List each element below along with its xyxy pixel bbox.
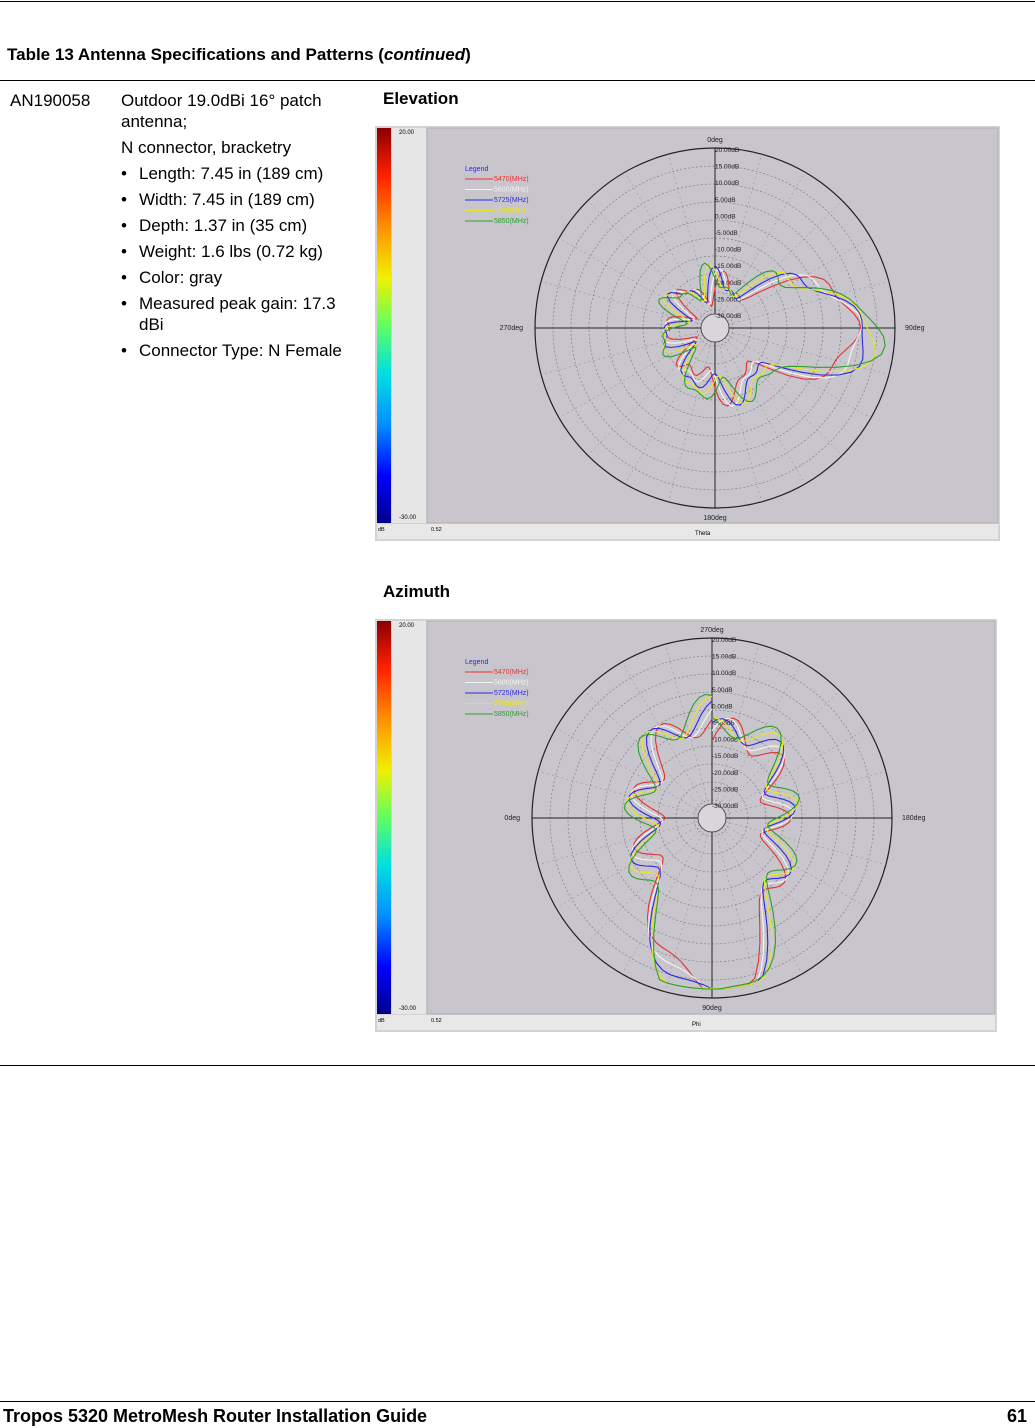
status-strip: [377, 524, 998, 539]
ring-db-label: -5.00dB: [712, 720, 735, 727]
scale-panel: [392, 128, 426, 523]
ring-db-label: 10.00dB: [712, 670, 737, 678]
legend-entry: 5850(MHz): [494, 218, 529, 225]
spec-item: • Connector Type: N Female: [121, 341, 342, 360]
caption-continued: continued: [383, 45, 466, 64]
scale-top-label: 20.00: [399, 130, 415, 136]
ring-db-label: -10.00dB: [712, 736, 739, 744]
page-number: 61: [1006, 1406, 1027, 1426]
ring-db-label: -15.00dB: [715, 263, 742, 271]
spec-item: • Measured peak gain: 17.3 dBi: [121, 294, 336, 334]
status-strip: [377, 1015, 995, 1030]
angle-label-left: 270deg: [499, 325, 523, 332]
scale-top-label: 20.00: [399, 623, 415, 629]
axis-name-label: Phi: [692, 1022, 701, 1028]
ring-db-label: -10.00dB: [715, 246, 742, 254]
elevation-plot: [375, 126, 1000, 541]
azimuth-heading: Azimuth: [383, 582, 451, 601]
zoom-label: 0.52: [431, 1018, 442, 1024]
description-title: Outdoor 19.0dBi 16° patch antenna;: [121, 91, 322, 131]
ring-db-label: -20.00dB: [712, 769, 739, 777]
ring-db-label: -25.00dB: [715, 296, 742, 304]
legend-entry: 5470(MHz): [494, 669, 529, 676]
angle-label-right: 90deg: [905, 325, 925, 332]
ring-db-label: 0.00dB: [712, 703, 733, 711]
model-number: AN190058: [10, 91, 91, 110]
legend-title: Legend: [465, 659, 489, 666]
axis-name-label: Theta: [695, 531, 711, 537]
angle-label-top: 270deg: [700, 627, 724, 634]
ring-db-label: 0.00dB: [715, 213, 736, 221]
ring-db-label: 20.00dB: [715, 147, 740, 154]
azimuth-plot: [375, 619, 997, 1032]
scale-bottom-label: -30.00: [399, 1006, 417, 1012]
spec-item: • Color: gray: [121, 268, 223, 287]
legend-entry: 5470(MHz): [494, 176, 529, 183]
legend-entry: 5780(MHz): [494, 700, 529, 708]
ring-db-label: 20.00dB: [712, 637, 737, 644]
ring-db-label: -30.00dB: [712, 803, 739, 810]
scale-panel: [392, 621, 426, 1014]
ring-db-label: 15.00dB: [712, 653, 737, 661]
legend-title: Legend: [465, 166, 489, 173]
angle-label-bottom: 180deg: [703, 515, 727, 522]
table-caption: [7, 45, 471, 65]
ring-db-label: -15.00dB: [712, 753, 739, 761]
azimuth-pattern-image: [375, 619, 997, 1032]
elevation-heading: Elevation: [383, 89, 459, 108]
zoom-label: 0.52: [431, 527, 442, 533]
legend-entry: 5600(MHz): [494, 679, 529, 687]
spec-list: [121, 163, 361, 361]
angle-label-bottom: 90deg: [702, 1005, 722, 1012]
spec-item: • Width: 7.45 in (189 cm): [121, 190, 315, 209]
ring-db-label: 15.00dB: [715, 163, 740, 171]
description-cell: [121, 90, 361, 366]
angle-label-right: 180deg: [902, 815, 926, 822]
table-bottom-rule: [0, 1065, 1035, 1066]
legend-entry: 5600(MHz): [494, 186, 529, 194]
angle-label-left: 0deg: [504, 815, 520, 822]
spec-item: • Length: 7.45 in (189 cm): [121, 164, 324, 183]
top-rule: [0, 1, 1035, 2]
color-scale-bar: [377, 128, 391, 523]
caption-suffix: ): [465, 45, 471, 64]
scale-bottom-label: -30.00: [399, 515, 417, 521]
legend-entry: 5780(MHz): [494, 207, 529, 215]
elevation-pattern-image: [375, 126, 1000, 541]
legend-entry: 5725(MHz): [494, 690, 529, 697]
angle-label-top: 0deg: [707, 137, 723, 144]
ring-db-label: -30.00dB: [715, 313, 742, 320]
footer-title: Tropos 5320 MetroMesh Router Installation Guide: [3, 1406, 428, 1426]
ring-db-label: 5.00dB: [715, 196, 736, 204]
unit-label: dB: [378, 527, 385, 533]
unit-label: dB: [378, 1018, 385, 1024]
caption-prefix: Table 13 Antenna Specifications and Patterns (: [7, 45, 384, 64]
ring-db-label: -20.00dB: [715, 279, 742, 287]
color-scale-bar: [377, 621, 391, 1014]
table-header-rule: [0, 80, 1035, 81]
ring-db-label: -5.00dB: [715, 230, 738, 237]
ring-db-label: -25.00dB: [712, 786, 739, 794]
legend-entry: 5850(MHz): [494, 711, 529, 718]
spec-item: • Weight: 1.6 lbs (0.72 kg): [121, 242, 323, 261]
description-sub: N connector, bracketry: [121, 138, 292, 157]
footer-rule: [0, 1401, 1035, 1402]
legend-entry: 5725(MHz): [494, 197, 529, 204]
ring-db-label: 5.00dB: [712, 686, 733, 694]
spec-item: • Depth: 1.37 in (35 cm): [121, 216, 308, 235]
ring-db-label: 10.00dB: [715, 180, 740, 188]
